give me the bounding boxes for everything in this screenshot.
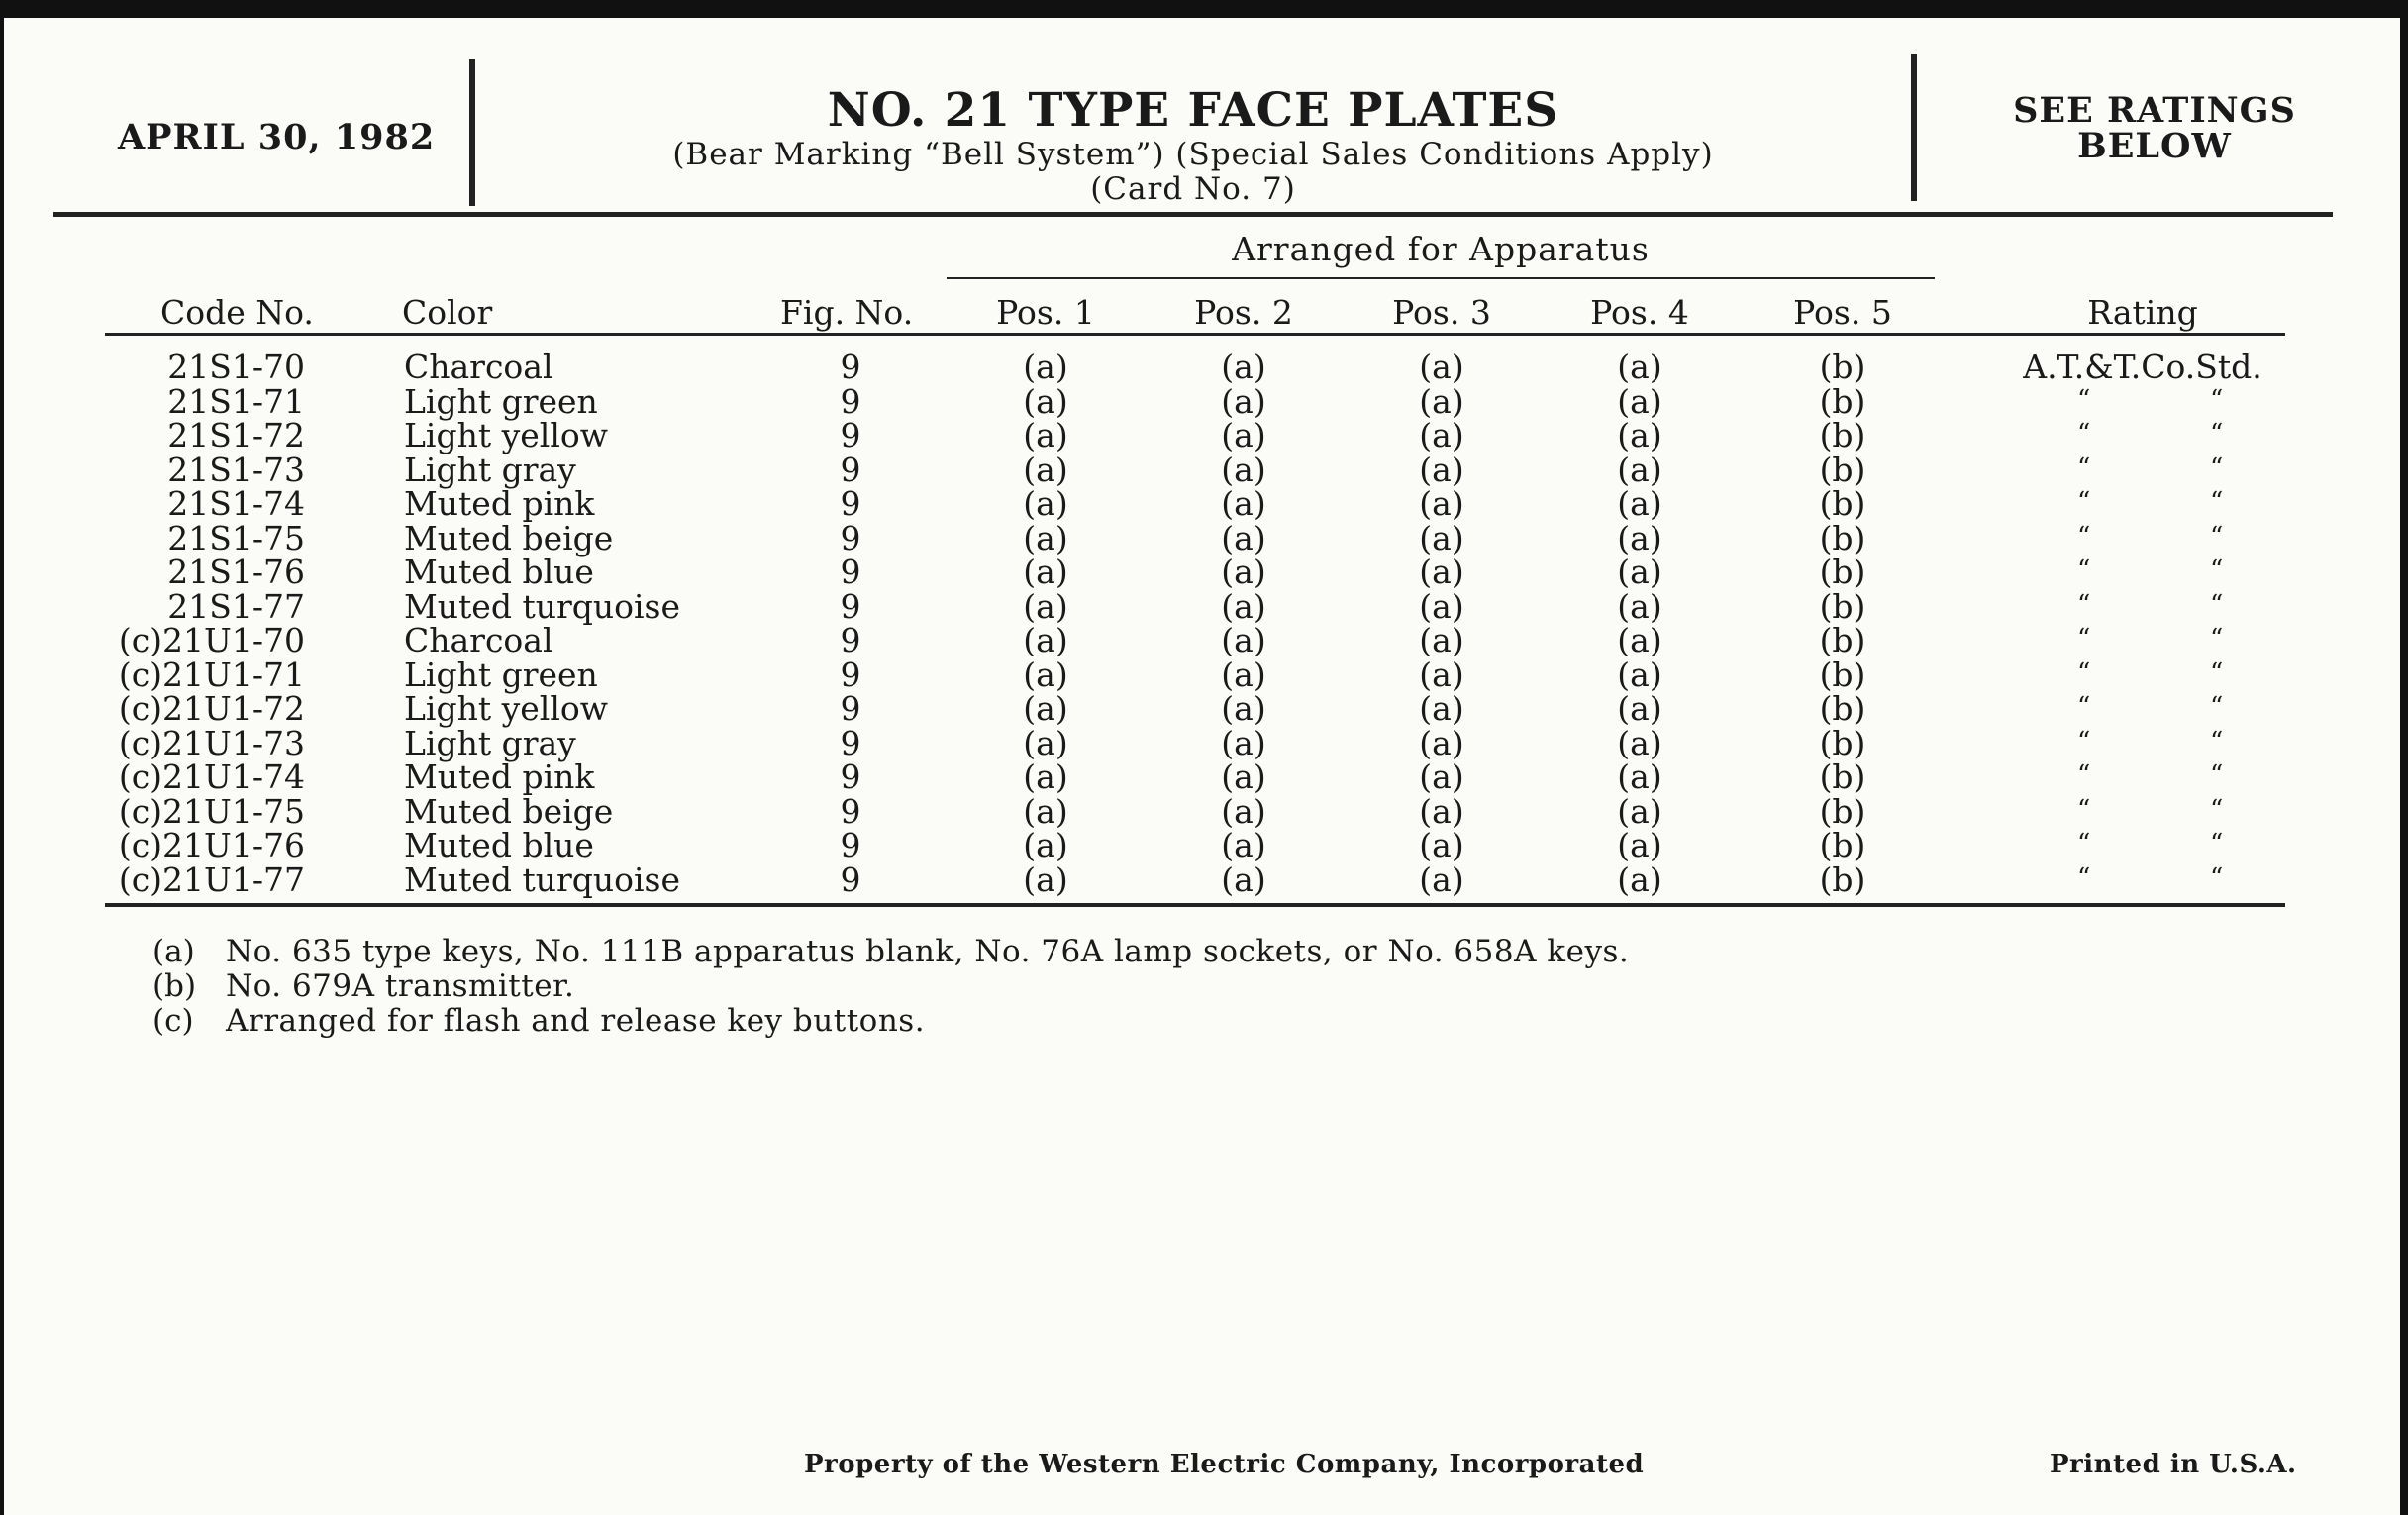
color-cell: Muted beige xyxy=(404,518,614,557)
code-cell: (c)21U1-73 xyxy=(118,723,305,762)
color-cell: Light green xyxy=(404,381,598,421)
color-cell: Muted pink xyxy=(404,758,595,796)
rating-ditto-mark: “ xyxy=(2210,556,2224,585)
fig-cell: 9 xyxy=(840,689,861,728)
rating-ditto-mark: “ xyxy=(2077,487,2091,517)
table-row xyxy=(4,484,2400,523)
header-rule xyxy=(53,212,2333,217)
pos3-cell: (a) xyxy=(1419,621,1464,659)
pos5-cell: (b) xyxy=(1819,553,1866,591)
table-row xyxy=(4,553,2400,591)
pos2-cell: (a) xyxy=(1221,586,1266,626)
pos2-cell: (a) xyxy=(1221,621,1266,659)
pos4-cell: (a) xyxy=(1617,621,1662,659)
pos1-cell: (a) xyxy=(1023,689,1068,728)
pos4-cell: (a) xyxy=(1617,723,1662,762)
code-cell: 21S1-72 xyxy=(167,416,305,454)
rating-ditto-mark: “ xyxy=(2210,862,2224,893)
fig-cell: 9 xyxy=(840,518,861,557)
pos2-cell: (a) xyxy=(1221,723,1266,762)
pos3-cell: (a) xyxy=(1419,859,1464,899)
footnote-text: No. 679A transmitter. xyxy=(226,968,575,1004)
rating-ditto-mark: “ xyxy=(2210,419,2224,449)
footnote-text: No. 635 type keys, No. 111B apparatus blank, No. 76A lamp sockets, or No. 658A keys. xyxy=(226,934,1630,969)
fig-cell: 9 xyxy=(840,655,861,694)
fig-cell: 9 xyxy=(840,348,861,386)
fig-cell: 9 xyxy=(840,826,861,864)
color-cell: Muted beige xyxy=(404,791,614,831)
rating-ditto-mark: “ xyxy=(2077,760,2091,790)
code-cell: 21S1-75 xyxy=(167,518,305,557)
color-cell: Muted turquoise xyxy=(404,586,681,626)
pos1-cell: (a) xyxy=(1023,826,1068,864)
column-header-rule xyxy=(105,333,2285,336)
see-ratings-note xyxy=(1917,90,2392,166)
code-cell: 21S1-70 xyxy=(167,348,305,386)
table-row xyxy=(4,518,2400,557)
code-cell: (c)21U1-74 xyxy=(118,758,305,796)
pos3-cell: (a) xyxy=(1419,655,1464,694)
pos4-cell: (a) xyxy=(1617,791,1662,831)
rating-ditto-mark: “ xyxy=(2077,419,2091,449)
rating-ditto-mark: “ xyxy=(2077,453,2091,483)
arranged-for-apparatus-header: Arranged for Apparatus xyxy=(1232,230,1650,268)
pos1-cell: (a) xyxy=(1023,859,1068,899)
pos1-cell: (a) xyxy=(1023,723,1068,762)
color-cell: Light yellow xyxy=(404,416,608,454)
code-cell: (c)21U1-70 xyxy=(118,621,305,659)
pos2-cell: (a) xyxy=(1221,758,1266,796)
code-cell: (c)21U1-77 xyxy=(118,859,305,899)
pos1-cell: (a) xyxy=(1023,586,1068,626)
color-cell: Light gray xyxy=(404,723,576,762)
code-cell: 21S1-74 xyxy=(167,484,305,523)
pos4-cell: (a) xyxy=(1617,586,1662,626)
pos4-cell: (a) xyxy=(1617,381,1662,421)
table-row xyxy=(4,381,2400,421)
property-notice: Property of the Western Electric Company, Incorporated xyxy=(804,1450,1645,1479)
pos5-cell: (b) xyxy=(1819,758,1866,796)
pos1-cell: (a) xyxy=(1023,450,1068,489)
pos4-cell: (a) xyxy=(1617,826,1662,864)
pos1-cell: (a) xyxy=(1023,518,1068,557)
column-header-fig: Fig. No. xyxy=(780,293,914,332)
color-cell: Muted blue xyxy=(404,826,594,864)
table-row xyxy=(4,586,2400,626)
pos4-cell: (a) xyxy=(1617,655,1662,694)
column-header-pos4: Pos. 4 xyxy=(1590,293,1689,332)
pos5-cell: (b) xyxy=(1819,621,1866,659)
pos1-cell: (a) xyxy=(1023,553,1068,591)
fig-cell: 9 xyxy=(840,586,861,626)
pos3-cell: (a) xyxy=(1419,518,1464,557)
fig-cell: 9 xyxy=(840,758,861,796)
table-bottom-rule xyxy=(105,903,2285,907)
pos3-cell: (a) xyxy=(1419,348,1464,386)
fig-cell: 9 xyxy=(840,621,861,659)
pos1-cell: (a) xyxy=(1023,791,1068,831)
table-row xyxy=(4,348,2400,386)
code-cell: (c)21U1-76 xyxy=(118,826,305,864)
pos2-cell: (a) xyxy=(1221,859,1266,899)
pos4-cell: (a) xyxy=(1617,450,1662,489)
footnote-key: (b) xyxy=(152,968,197,1004)
pos5-cell: (b) xyxy=(1819,655,1866,694)
pos5-cell: (b) xyxy=(1819,348,1866,386)
color-cell: Muted pink xyxy=(404,484,595,523)
rating-ditto-mark: “ xyxy=(2077,862,2091,893)
column-header-pos3: Pos. 3 xyxy=(1392,293,1491,332)
color-cell: Charcoal xyxy=(404,621,553,659)
column-header-code: Code No. xyxy=(160,293,314,332)
pos3-cell: (a) xyxy=(1419,484,1464,523)
pos4-cell: (a) xyxy=(1617,553,1662,591)
table-row xyxy=(4,416,2400,454)
code-cell: (c)21U1-72 xyxy=(118,689,305,728)
title-block xyxy=(475,85,1911,206)
table-row xyxy=(4,723,2400,762)
pos2-cell: (a) xyxy=(1221,381,1266,421)
pos4-cell: (a) xyxy=(1617,689,1662,728)
pos4-cell: (a) xyxy=(1617,518,1662,557)
table-row xyxy=(4,655,2400,694)
color-cell: Light gray xyxy=(404,450,576,489)
column-header-pos2: Pos. 2 xyxy=(1194,293,1293,332)
pos1-cell: (a) xyxy=(1023,416,1068,454)
code-cell: 21S1-71 xyxy=(167,381,305,421)
pos3-cell: (a) xyxy=(1419,416,1464,454)
pos3-cell: (a) xyxy=(1419,758,1464,796)
fig-cell: 9 xyxy=(840,381,861,421)
rating-ditto-mark: “ xyxy=(2210,692,2224,722)
rating-ditto-mark: “ xyxy=(2210,657,2224,688)
pos5-cell: (b) xyxy=(1819,826,1866,864)
rating-ditto-mark: “ xyxy=(2210,521,2224,552)
table-row xyxy=(4,791,2400,831)
page-title: NO. 21 TYPE FACE PLATES xyxy=(827,83,1559,138)
fig-cell: 9 xyxy=(840,553,861,591)
pos5-cell: (b) xyxy=(1819,689,1866,728)
pos2-cell: (a) xyxy=(1221,791,1266,831)
table-body xyxy=(4,348,2400,899)
color-cell: Light yellow xyxy=(404,689,608,728)
pos3-cell: (a) xyxy=(1419,553,1464,591)
pos1-cell: (a) xyxy=(1023,348,1068,386)
pos4-cell: (a) xyxy=(1617,758,1662,796)
see-ratings-line-2: BELOW xyxy=(2077,126,2232,166)
pos1-cell: (a) xyxy=(1023,758,1068,796)
pos5-cell: (b) xyxy=(1819,723,1866,762)
pos2-cell: (a) xyxy=(1221,484,1266,523)
see-ratings-line-1: SEE RATINGS xyxy=(2013,90,2296,131)
pos5-cell: (b) xyxy=(1819,859,1866,899)
pos3-cell: (a) xyxy=(1419,826,1464,864)
rating-ditto-mark: “ xyxy=(2077,657,2091,688)
pos3-cell: (a) xyxy=(1419,586,1464,626)
card-number: (Card No. 7) xyxy=(1090,171,1296,207)
color-cell: Muted turquoise xyxy=(404,859,681,899)
pos2-cell: (a) xyxy=(1221,553,1266,591)
rating-ditto-mark: “ xyxy=(2210,487,2224,517)
rating-ditto-mark: “ xyxy=(2210,384,2224,415)
pos4-cell: (a) xyxy=(1617,416,1662,454)
fig-cell: 9 xyxy=(840,791,861,831)
rating-ditto-mark: “ xyxy=(2210,624,2224,654)
column-header-pos5: Pos. 5 xyxy=(1793,293,1892,332)
pos3-cell: (a) xyxy=(1419,450,1464,489)
column-header-color: Color xyxy=(402,293,493,332)
pos4-cell: (a) xyxy=(1617,348,1662,386)
rating-ditto-mark: “ xyxy=(2077,384,2091,415)
pos3-cell: (a) xyxy=(1419,381,1464,421)
page-subtitle: (Bear Marking “Bell System”) (Special Sales Conditions Apply) xyxy=(672,137,1714,172)
pos3-cell: (a) xyxy=(1419,689,1464,728)
color-cell: Charcoal xyxy=(404,348,553,386)
fig-cell: 9 xyxy=(840,450,861,489)
rating-ditto-mark: “ xyxy=(2077,589,2091,620)
rating-ditto-mark: “ xyxy=(2210,589,2224,620)
pos1-cell: (a) xyxy=(1023,621,1068,659)
pos2-cell: (a) xyxy=(1221,826,1266,864)
rating-ditto-mark: “ xyxy=(2210,829,2224,858)
fig-cell: 9 xyxy=(840,416,861,454)
pos2-cell: (a) xyxy=(1221,689,1266,728)
card-header xyxy=(4,18,2400,216)
fig-cell: 9 xyxy=(840,859,861,899)
printed-in-notice: Printed in U.S.A. xyxy=(2050,1450,2297,1479)
code-cell: (c)21U1-71 xyxy=(118,655,305,694)
table-row xyxy=(4,450,2400,489)
rating-ditto-mark: “ xyxy=(2210,760,2224,790)
issue-date: APRIL 30, 1982 xyxy=(118,117,436,157)
rating-ditto-mark: “ xyxy=(2077,624,2091,654)
fig-cell: 9 xyxy=(840,723,861,762)
rating-cell: A.T.&T.Co.Std. xyxy=(2023,348,2262,386)
pos2-cell: (a) xyxy=(1221,450,1266,489)
table-row xyxy=(4,760,2400,795)
pos2-cell: (a) xyxy=(1221,655,1266,694)
rating-ditto-mark: “ xyxy=(2077,556,2091,585)
pos5-cell: (b) xyxy=(1819,381,1866,421)
footnote-text: Arranged for flash and release key buttons. xyxy=(226,1003,926,1039)
pos2-cell: (a) xyxy=(1221,348,1266,386)
table-row xyxy=(4,826,2400,864)
pos2-cell: (a) xyxy=(1221,518,1266,557)
footnote-key: (a) xyxy=(152,934,195,969)
table-row xyxy=(4,689,2400,728)
code-cell: (c)21U1-75 xyxy=(118,791,305,831)
table-row xyxy=(4,859,2400,899)
pos3-cell: (a) xyxy=(1419,791,1464,831)
pos2-cell: (a) xyxy=(1221,416,1266,454)
rating-ditto-mark: “ xyxy=(2077,726,2091,757)
pos4-cell: (a) xyxy=(1617,484,1662,523)
pos5-cell: (b) xyxy=(1819,450,1866,489)
pos5-cell: (b) xyxy=(1819,416,1866,454)
column-header-rating: Rating xyxy=(2087,293,2198,332)
rating-ditto-mark: “ xyxy=(2210,726,2224,757)
rating-ditto-mark: “ xyxy=(2077,692,2091,722)
code-cell: 21S1-73 xyxy=(167,450,305,489)
table-row xyxy=(4,621,2400,659)
pos5-cell: (b) xyxy=(1819,586,1866,626)
pos3-cell: (a) xyxy=(1419,723,1464,762)
rating-ditto-mark: “ xyxy=(2077,829,2091,858)
footnote-key: (c) xyxy=(152,1003,194,1039)
pos1-cell: (a) xyxy=(1023,381,1068,421)
group-header-rule xyxy=(947,277,1935,279)
rating-ditto-mark: “ xyxy=(2077,521,2091,552)
rating-ditto-mark: “ xyxy=(2210,453,2224,483)
color-cell: Muted blue xyxy=(404,553,594,591)
color-cell: Light green xyxy=(404,655,598,694)
pos1-cell: (a) xyxy=(1023,484,1068,523)
pos5-cell: (b) xyxy=(1819,518,1866,557)
pos4-cell: (a) xyxy=(1617,859,1662,899)
pos5-cell: (b) xyxy=(1819,484,1866,523)
catalog-card xyxy=(4,18,2400,1515)
pos5-cell: (b) xyxy=(1819,791,1866,831)
pos1-cell: (a) xyxy=(1023,655,1068,694)
code-cell: 21S1-77 xyxy=(167,586,305,626)
code-cell: 21S1-76 xyxy=(167,553,305,591)
fig-cell: 9 xyxy=(840,484,861,523)
rating-ditto-mark: “ xyxy=(2210,794,2224,825)
column-header-pos1: Pos. 1 xyxy=(996,293,1095,332)
rating-ditto-mark: “ xyxy=(2077,794,2091,825)
